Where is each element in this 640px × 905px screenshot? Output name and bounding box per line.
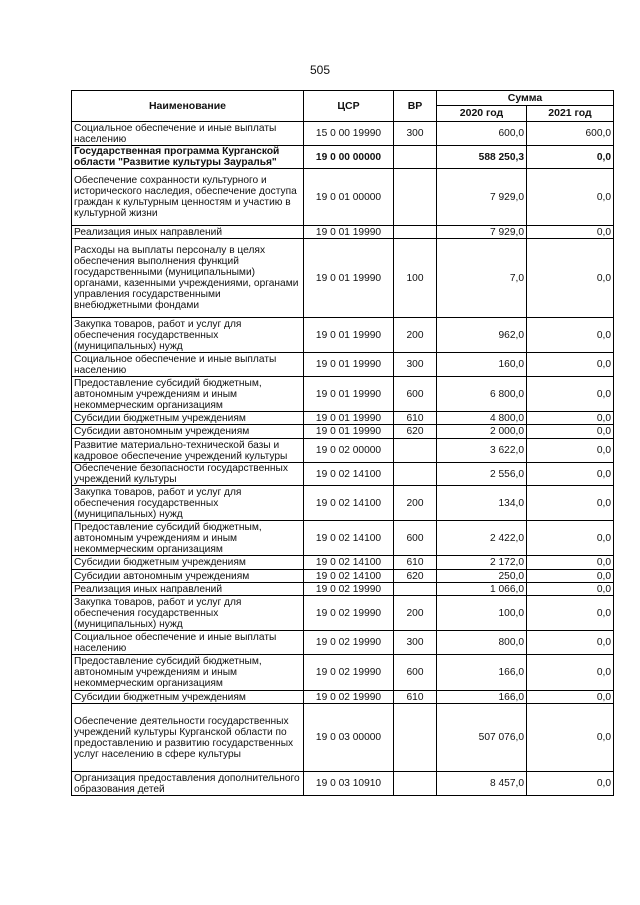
row-csr-cell: 19 0 01 19990: [304, 377, 394, 412]
table-row: [72, 318, 614, 353]
row-vr-cell: 600: [394, 655, 437, 691]
row-sum-2020-cell: 4 800,0: [437, 412, 527, 425]
table-row: [72, 655, 614, 691]
row-csr-cell: 19 0 02 14100: [304, 463, 394, 486]
row-sum-2021-cell: 0,0: [527, 318, 614, 353]
table-row: [72, 463, 614, 486]
row-sum-2020-cell: 8 457,0: [437, 772, 527, 796]
row-csr-cell: 19 0 01 19990: [304, 239, 394, 318]
row-name-cell: Социальное обеспечение и иные выплаты населению: [72, 122, 304, 146]
row-csr-cell: 19 0 02 14100: [304, 556, 394, 570]
row-name-cell: Субсидии автономным учреждениям: [72, 570, 304, 583]
row-sum-2021-cell: 0,0: [527, 353, 614, 377]
row-vr-cell: 100: [394, 239, 437, 318]
row-csr-cell: 19 0 02 14100: [304, 486, 394, 521]
row-vr-cell: 300: [394, 631, 437, 655]
budget-table: [71, 90, 614, 796]
row-name-cell: Обеспечение безопасности государственных учреждений культуры: [72, 463, 304, 486]
row-sum-2021-cell: 0,0: [527, 226, 614, 239]
table-row: [72, 486, 614, 521]
table-row: [72, 412, 614, 425]
row-vr-cell: 200: [394, 318, 437, 353]
row-sum-2020-cell: 588 250,3: [437, 146, 527, 169]
header-name: Наименование: [72, 91, 304, 122]
row-csr-cell: 19 0 02 14100: [304, 521, 394, 556]
row-name-cell: Предоставление субсидий бюджетным, автономным учреждениям и иным некоммерческим организациям: [72, 377, 304, 412]
row-sum-2021-cell: 0,0: [527, 377, 614, 412]
row-sum-2020-cell: 507 076,0: [437, 704, 527, 772]
row-vr-cell: 610: [394, 691, 437, 704]
table-row: [72, 353, 614, 377]
row-vr-cell: [394, 704, 437, 772]
row-sum-2021-cell: 0,0: [527, 583, 614, 596]
table-body: [72, 122, 614, 796]
table-row: [72, 146, 614, 169]
row-sum-2020-cell: 250,0: [437, 570, 527, 583]
header-vr: ВР: [394, 91, 437, 122]
row-name-cell: Расходы на выплаты персоналу в целях обеспечения выполнения функций государственными (муниципальными) органами, казенными учреждениями, органами управления государственными внебюджетными фондами: [72, 239, 304, 318]
table-row: [72, 169, 614, 226]
row-sum-2020-cell: 2 172,0: [437, 556, 527, 570]
row-name-cell: Субсидии бюджетным учреждениям: [72, 412, 304, 425]
row-sum-2021-cell: 0,0: [527, 570, 614, 583]
table-row: [72, 521, 614, 556]
row-sum-2021-cell: 0,0: [527, 439, 614, 463]
row-sum-2020-cell: 7 929,0: [437, 226, 527, 239]
table-row: [72, 704, 614, 772]
row-name-cell: Обеспечение сохранности культурного и исторического наследия, обеспечение доступа граждан к культурным ценностям и участию в культурной жизни: [72, 169, 304, 226]
row-csr-cell: 19 0 02 19990: [304, 655, 394, 691]
row-name-cell: Закупка товаров, работ и услуг для обеспечения государственных (муниципальных) нужд: [72, 486, 304, 521]
row-vr-cell: [394, 772, 437, 796]
row-name-cell: Организация предоставления дополнительного образования детей: [72, 772, 304, 796]
row-sum-2020-cell: 134,0: [437, 486, 527, 521]
row-sum-2021-cell: 600,0: [527, 122, 614, 146]
header-csr: ЦСР: [304, 91, 394, 122]
row-name-cell: Реализация иных направлений: [72, 226, 304, 239]
row-csr-cell: 19 0 01 19990: [304, 425, 394, 439]
row-sum-2020-cell: 800,0: [437, 631, 527, 655]
row-sum-2020-cell: 2 000,0: [437, 425, 527, 439]
row-csr-cell: 19 0 01 19990: [304, 412, 394, 425]
row-name-cell: Развитие материально-технической базы и кадровое обеспечение учреждений культуры: [72, 439, 304, 463]
table-row: [72, 425, 614, 439]
row-sum-2021-cell: 0,0: [527, 772, 614, 796]
row-csr-cell: 19 0 03 00000: [304, 704, 394, 772]
row-sum-2021-cell: 0,0: [527, 655, 614, 691]
row-csr-cell: 19 0 02 00000: [304, 439, 394, 463]
row-vr-cell: 200: [394, 596, 437, 631]
header-year-2021: 2021 год: [527, 106, 614, 122]
row-name-cell: Предоставление субсидий бюджетным, автономным учреждениям и иным некоммерческим организациям: [72, 655, 304, 691]
row-name-cell: Субсидии автономным учреждениям: [72, 425, 304, 439]
row-vr-cell: 610: [394, 412, 437, 425]
row-name-cell: Реализация иных направлений: [72, 583, 304, 596]
row-vr-cell: 610: [394, 556, 437, 570]
row-sum-2020-cell: 7,0: [437, 239, 527, 318]
row-csr-cell: 19 0 03 10910: [304, 772, 394, 796]
row-vr-cell: 300: [394, 122, 437, 146]
row-vr-cell: 200: [394, 486, 437, 521]
row-vr-cell: [394, 463, 437, 486]
row-sum-2020-cell: 962,0: [437, 318, 527, 353]
row-sum-2021-cell: 0,0: [527, 691, 614, 704]
row-sum-2021-cell: 0,0: [527, 463, 614, 486]
row-sum-2021-cell: 0,0: [527, 239, 614, 318]
row-sum-2020-cell: 166,0: [437, 655, 527, 691]
row-name-cell: Социальное обеспечение и иные выплаты населению: [72, 353, 304, 377]
row-csr-cell: 19 0 01 00000: [304, 169, 394, 226]
table-row: [72, 596, 614, 631]
row-sum-2021-cell: 0,0: [527, 425, 614, 439]
table-row: [72, 631, 614, 655]
row-vr-cell: 620: [394, 570, 437, 583]
row-sum-2020-cell: 600,0: [437, 122, 527, 146]
table-row: [72, 556, 614, 570]
table-row: [72, 226, 614, 239]
row-name-cell: Субсидии бюджетным учреждениям: [72, 691, 304, 704]
row-sum-2020-cell: 160,0: [437, 353, 527, 377]
row-sum-2021-cell: 0,0: [527, 486, 614, 521]
header-year-2020: 2020 год: [437, 106, 527, 122]
row-csr-cell: 19 0 02 19990: [304, 691, 394, 704]
row-name-cell: Закупка товаров, работ и услуг для обеспечения государственных (муниципальных) нужд: [72, 596, 304, 631]
row-vr-cell: 600: [394, 521, 437, 556]
row-csr-cell: 19 0 02 19990: [304, 596, 394, 631]
row-sum-2021-cell: 0,0: [527, 169, 614, 226]
row-vr-cell: [394, 146, 437, 169]
row-csr-cell: 19 0 02 19990: [304, 631, 394, 655]
row-sum-2020-cell: 1 066,0: [437, 583, 527, 596]
row-csr-cell: 19 0 00 00000: [304, 146, 394, 169]
row-vr-cell: [394, 169, 437, 226]
row-sum-2021-cell: 0,0: [527, 521, 614, 556]
table-row: [72, 583, 614, 596]
row-name-cell: Обеспечение деятельности государственных учреждений культуры Курганской области по предоставлению и развитию государственных услуг населению в сфере культуры: [72, 704, 304, 772]
row-name-cell: Закупка товаров, работ и услуг для обеспечения государственных (муниципальных) нужд: [72, 318, 304, 353]
table-row: [72, 772, 614, 796]
row-sum-2021-cell: 0,0: [527, 704, 614, 772]
table-row: [72, 570, 614, 583]
row-sum-2020-cell: 2 422,0: [437, 521, 527, 556]
row-csr-cell: 19 0 01 19990: [304, 226, 394, 239]
row-sum-2021-cell: 0,0: [527, 412, 614, 425]
table-row: [72, 377, 614, 412]
row-name-cell: Государственная программа Курганской области "Развитие культуры Зауралья": [72, 146, 304, 169]
row-vr-cell: [394, 226, 437, 239]
row-sum-2021-cell: 0,0: [527, 631, 614, 655]
row-csr-cell: 19 0 01 19990: [304, 318, 394, 353]
row-vr-cell: 300: [394, 353, 437, 377]
row-sum-2020-cell: 2 556,0: [437, 463, 527, 486]
table-row: [72, 691, 614, 704]
row-name-cell: Социальное обеспечение и иные выплаты населению: [72, 631, 304, 655]
row-sum-2020-cell: 166,0: [437, 691, 527, 704]
row-vr-cell: 600: [394, 377, 437, 412]
table-row: [72, 122, 614, 146]
row-csr-cell: 19 0 02 14100: [304, 570, 394, 583]
row-vr-cell: 620: [394, 425, 437, 439]
table-row: [72, 239, 614, 318]
row-vr-cell: [394, 439, 437, 463]
row-sum-2021-cell: 0,0: [527, 146, 614, 169]
row-sum-2021-cell: 0,0: [527, 556, 614, 570]
row-csr-cell: 19 0 02 19990: [304, 583, 394, 596]
table-row: [72, 439, 614, 463]
row-name-cell: Субсидии бюджетным учреждениям: [72, 556, 304, 570]
row-csr-cell: 15 0 00 19990: [304, 122, 394, 146]
row-sum-2021-cell: 0,0: [527, 596, 614, 631]
header-sum: Сумма: [437, 91, 614, 106]
row-sum-2020-cell: 100,0: [437, 596, 527, 631]
row-sum-2020-cell: 6 800,0: [437, 377, 527, 412]
row-sum-2020-cell: 3 622,0: [437, 439, 527, 463]
row-sum-2020-cell: 7 929,0: [437, 169, 527, 226]
page-number: 505: [309, 63, 331, 77]
row-name-cell: Предоставление субсидий бюджетным, автономным учреждениям и иным некоммерческим организациям: [72, 521, 304, 556]
row-csr-cell: 19 0 01 19990: [304, 353, 394, 377]
row-vr-cell: [394, 583, 437, 596]
